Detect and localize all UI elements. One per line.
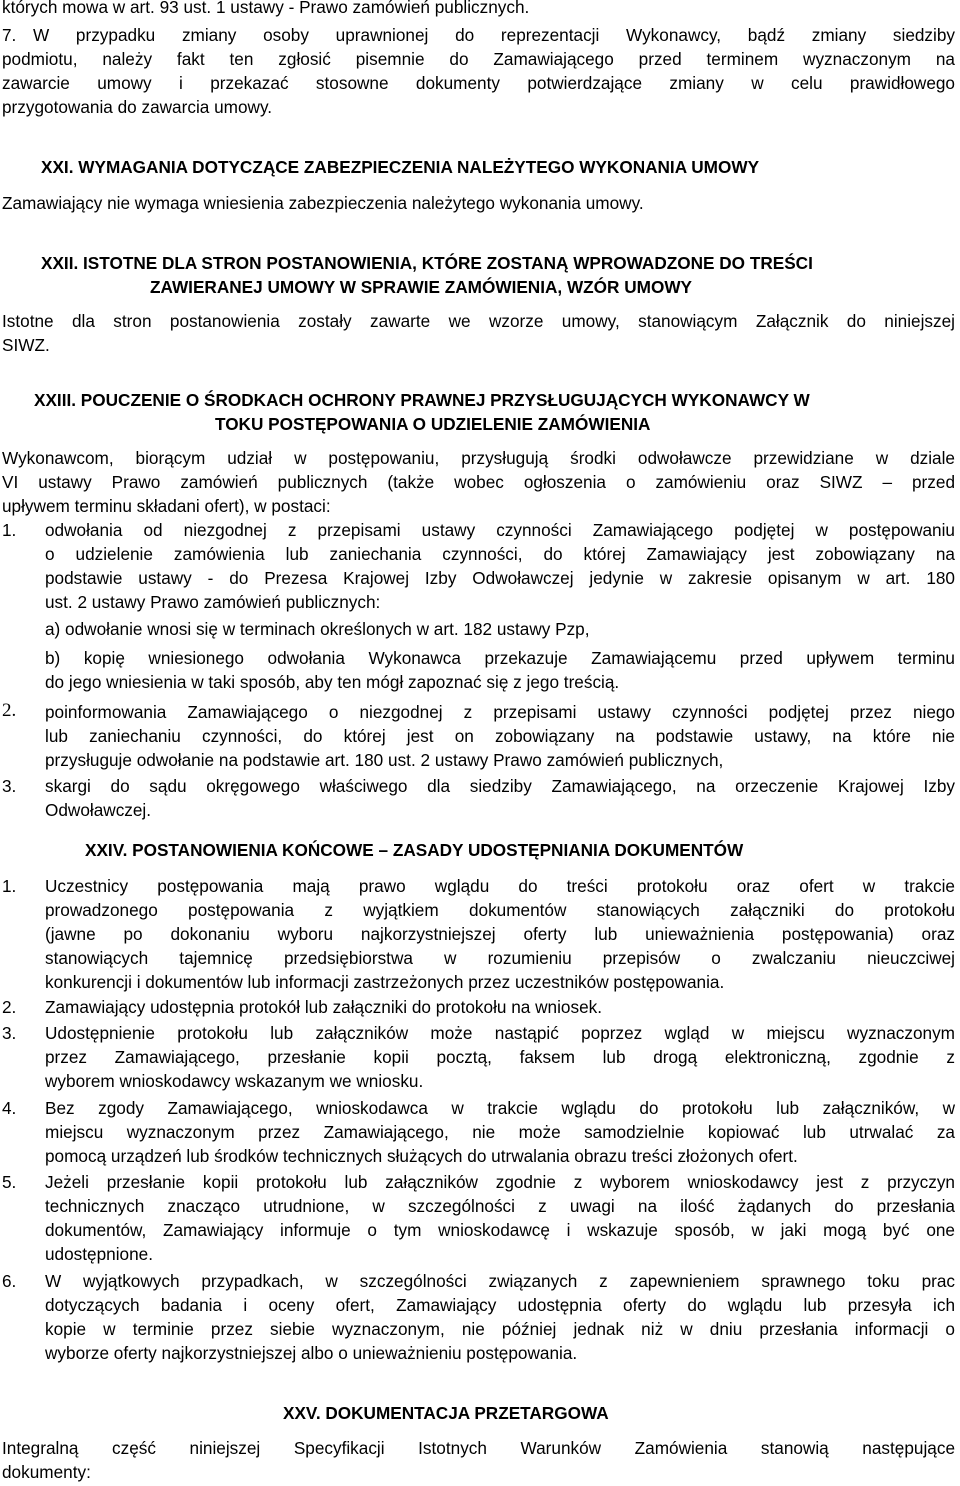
paragraph-line: konkurencji i dokumentów lub informacji zastrzeżonych przez uczestników postępowania. [45,972,725,992]
paragraph-line: W przypadku zmiany osoby uprawnionej do reprezentacji Wykonawcy, bądź zmiany siedziby [33,25,955,45]
item-number: 3. [2,776,17,796]
paragraph-line: ust. 2 ustawy Prawo zamówień publicznych: [45,592,381,612]
section-heading: XXIII. POUCZENIE O ŚRODKACH OCHRONY PRAWNEJ PRZYSŁUGUJĄCYCH WYKONAWCY W [34,390,810,410]
paragraph-line: Wykonawcom, biorącym udział w postępowaniu, przysługują środki odwoławcze przewidziane w dziale [2,448,955,468]
item-number: 6. [2,1271,17,1291]
paragraph-line: prowadzonego postępowania z wyjątkiem dokumentów stanowiących załączniki do protokołu [45,900,955,920]
paragraph-line: dokumenty: [2,1462,91,1482]
paragraph-line: lub zaniechaniu czynności, do której jest on zobowiązany na podstawie ustawy, na które nie [45,726,955,746]
paragraph-line: Odwoławczej. [45,800,152,820]
paragraph-line: miejscu wyznaczonym przez Zamawiającego, nie może samodzielnie kopiować lub utrwalać za [45,1122,955,1142]
paragraph-line: technicznych znacząco utrudnione, w szczególności z uwagi na ilość żądanych do przesłania [45,1196,955,1216]
paragraph-line: upływem terminu składani ofert), w postaci: [2,496,331,516]
paragraph-line: W wyjątkowych przypadkach, w szczególności związanych z zapewnieniem sprawnego toku prac [45,1271,955,1291]
item-number: 7. [2,25,17,45]
section-heading: TOKU POSTĘPOWANIA O UDZIELENIE ZAMÓWIENIA [215,414,651,434]
paragraph-line: poinformowania Zamawiającego o niezgodnej z przepisami ustawy czynności podjętej przez niego [45,702,955,722]
sub-item-a: a) odwołanie wnosi się w terminach określonych w art. 182 ustawy Pzp, [45,619,590,639]
paragraph-line: przez Zamawiającego, przesłanie kopii pocztą, faksem lub drogą elektroniczną, zgodnie z [45,1047,955,1067]
item-number: 2. [2,700,17,721]
paragraph-line: (jawne po dokonaniu wyboru najkorzystniejszej oferty lub unieważnienia postępowania) oraz [45,924,955,944]
item-number: 2. [2,997,17,1017]
item-number: 5. [2,1172,17,1192]
paragraph-line: przygotowania do zawarcia umowy. [2,97,273,117]
paragraph-line: o udzielenie zamówienia lub zaniechania czynności, do której Zamawiający jest zobowiązany na [45,544,955,564]
paragraph-line: podmiotu, należy fakt ten zgłosić pisemnie do Zamawiającego przed terminem wyznaczonym na [2,49,955,69]
paragraph-line: Istotne dla stron postanowienia zostały zawarte we wzorze umowy, stanowiącym Załącznik do niniejszej [2,311,955,331]
paragraph-line: odwołania od niezgodnej z przepisami ustawy czynności Zamawiającego podjętej w postępowaniu [45,520,955,540]
paragraph-line: udostępnione. [45,1244,153,1264]
paragraph-line: stanowiących tajemnicę przedsiębiorstwa w rozumieniu przepisów o zwalczaniu nieuczciwej [45,948,955,968]
item-number: 4. [2,1098,17,1118]
section-heading: XXIV. POSTANOWIENIA KOŃCOWE – ZASADY UDOSTĘPNIANIA DOKUMENTÓW [85,840,744,860]
sub-item-b: b) kopię wniesionego odwołania Wykonawca przekazuje Zamawiającemu przed upływem terminu [45,648,955,668]
paragraph-line: Integralną część niniejszej Specyfikacji Istotnych Warunków Zamówienia stanowią następujące [2,1438,955,1458]
section-heading: XXI. WYMAGANIA DOTYCZĄCE ZABEZPIECZENIA NALEŻYTEGO WYKONANIA UMOWY [41,157,760,177]
item-number: 3. [2,1023,17,1043]
paragraph-line: zawarcie umowy i przekazać stosowne dokumenty potwierdzające zmiany w celu prawidłowego [2,73,955,93]
section-heading: ZAWIERANEJ UMOWY W SPRAWIE ZAMÓWIENIA, WZÓR UMOWY [150,277,693,297]
paragraph-line: Uczestnicy postępowania mają prawo wglądu do treści protokołu oraz ofert w trakcie [45,876,955,896]
paragraph-line: VI ustawy Prawo zamówień publicznych (także wobec ogłoszenia o zamówieniu oraz SIWZ – przed [2,472,955,492]
paragraph-line: dokumentów, Zamawiający informuje o tym wnioskodawcę i wskazuje sposób, w jaki mogą być one [45,1220,955,1240]
paragraph-line: kopie w terminie przez siebie wyznaczonym, nie później jednak niż w dniu przesłania informacji o [45,1319,955,1339]
paragraph-line: Udostępnienie protokołu lub załączników może nastąpić poprzez wgląd w miejscu wyznaczonym [45,1023,955,1043]
paragraph-line: przysługuje odwołanie na podstawie art. 180 ust. 2 ustawy Prawo zamówień publicznych, [45,750,724,770]
paragraph-line: podstawie ustawy - do Prezesa Krajowej Izby Odwoławczej jedynie w zakresie opisanym w art. 180 [45,568,955,588]
paragraph-line: wyborze oferty najkorzystniejszej albo o unieważnieniu postępowania. [45,1343,578,1363]
sub-item-b: do jego wniesienia w taki sposób, aby ten mógł zapoznać się z jego treścią. [45,672,620,692]
item-number: 1. [2,876,17,896]
continuation-line: których mowa w art. 93 ust. 1 ustawy - Prawo zamówień publicznych. [2,0,530,17]
section-heading: XXII. ISTOTNE DLA STRON POSTANOWIENIA, KTÓRE ZOSTANĄ WPROWADZONE DO TREŚCI [41,253,813,273]
paragraph-line: wyborem wnioskodawcy wskazanym we wniosku. [45,1071,424,1091]
paragraph-line: dotyczących badania i oceny ofert, Zamawiający udostępnia oferty do wglądu lub przesyła ich [45,1295,955,1315]
paragraph-line: Bez zgody Zamawiającego, wnioskodawca w trakcie wglądu do protokołu lub załączników, w [45,1098,955,1118]
paragraph-line: Zamawiający udostępnia protokół lub załączniki do protokołu na wniosek. [45,997,602,1017]
paragraph-line: Jeżeli przesłanie kopii protokołu lub załączników zgodnie z wyborem wnioskodawcy jest z przyczyn [45,1172,955,1192]
paragraph-line: pomocą urządzeń lub środków technicznych służących do utrwalania obrazu treści złożonych ofert. [45,1146,798,1166]
paragraph-line: skargi do sądu okręgowego właściwego dla siedziby Zamawiającego, na orzeczenie Krajowej Izby [45,776,955,796]
paragraph-line: SIWZ. [2,335,50,355]
section-heading: XXV. DOKUMENTACJA PRZETARGOWA [283,1403,609,1423]
paragraph-line: Zamawiający nie wymaga wniesienia zabezpieczenia należytego wykonania umowy. [2,193,644,213]
item-number: 1. [2,520,17,540]
